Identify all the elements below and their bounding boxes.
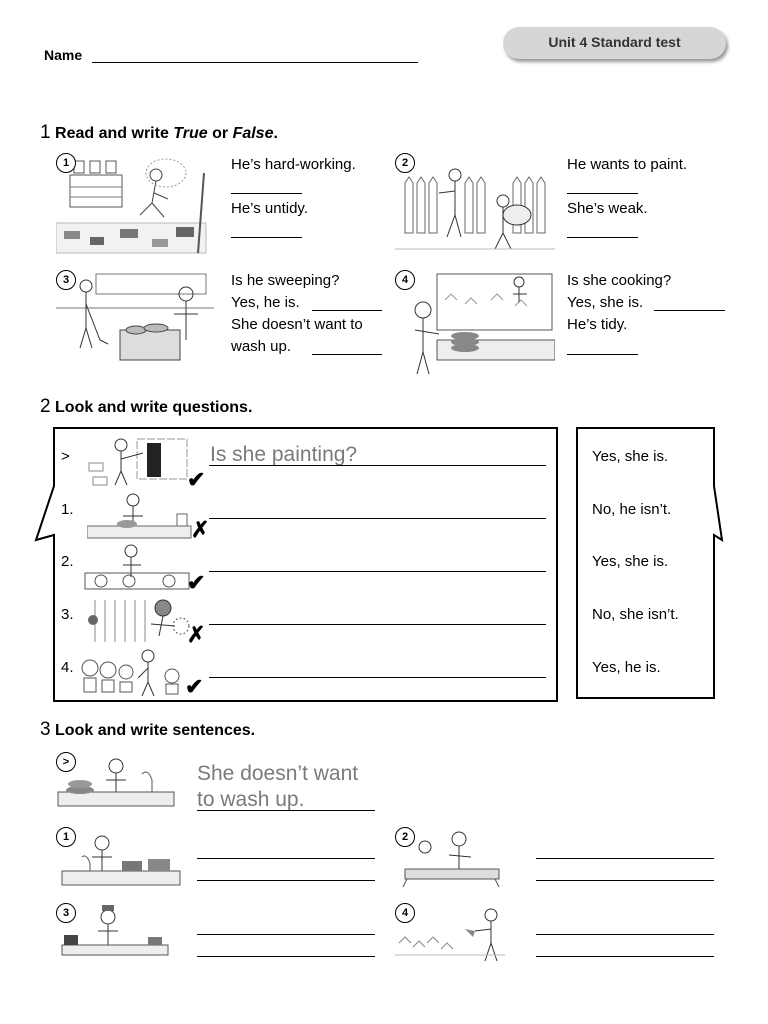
check-mark-icon: ✔ bbox=[187, 570, 206, 595]
window-illustration bbox=[395, 270, 555, 376]
answer-1: No, he isn’t. bbox=[592, 501, 672, 518]
picture-kitchen-sweeping bbox=[56, 270, 214, 372]
item-number-circle: 1 bbox=[56, 827, 76, 847]
check-mark-icon: ✔ bbox=[185, 674, 204, 699]
item-number-circle: 2 bbox=[395, 153, 415, 173]
picture-boy-cooking-table bbox=[56, 903, 172, 961]
example-sentence-line2: to wash up. bbox=[197, 788, 305, 811]
s3-item3-line2[interactable] bbox=[197, 956, 375, 957]
section-3-heading: 3 Look and write sentences. bbox=[40, 719, 256, 740]
s1-item3-line4: wash up. bbox=[231, 338, 292, 355]
unit-badge bbox=[503, 27, 726, 59]
answer-4: Yes, he is. bbox=[592, 659, 661, 676]
item-number-circle: 1 bbox=[56, 153, 76, 173]
s1-item2-blank2[interactable] bbox=[567, 237, 638, 238]
answer-2: Yes, she is. bbox=[592, 553, 669, 570]
section-1-heading bbox=[40, 122, 278, 144]
picture-messy-room bbox=[56, 153, 216, 261]
s3-item3-line1[interactable] bbox=[197, 934, 375, 935]
name-line[interactable] bbox=[92, 62, 418, 63]
section-number: 1 bbox=[40, 122, 51, 143]
picture-boy-plates bbox=[56, 827, 184, 889]
s3-item1-line2[interactable] bbox=[197, 880, 375, 881]
picture-girl-setting-table bbox=[83, 543, 193, 593]
s1-item1-blank1[interactable] bbox=[231, 193, 302, 194]
s1-item1-blank2[interactable] bbox=[231, 237, 302, 238]
picture-girl-painting bbox=[87, 433, 197, 488]
s1-item4-line1: Is she cooking? bbox=[567, 272, 672, 289]
picture-girl-watering-garden bbox=[395, 903, 505, 965]
s3-item4-line2[interactable] bbox=[536, 956, 714, 957]
cross-mark-icon: ✗ bbox=[191, 517, 210, 542]
s1-item1-line2: He’s untidy. bbox=[231, 200, 308, 217]
messy-room-illustration bbox=[56, 153, 216, 261]
s1-item2-line2: She’s weak. bbox=[567, 200, 648, 217]
q-line-example[interactable] bbox=[209, 465, 546, 466]
s1-item2-line1: He wants to paint. bbox=[567, 156, 688, 173]
picture-girl-gardening bbox=[85, 596, 195, 646]
example-question: Is she painting? bbox=[210, 443, 358, 466]
row-label-2: 2. bbox=[61, 553, 74, 570]
kitchen-illustration bbox=[56, 270, 214, 372]
s3-item1-line1[interactable] bbox=[197, 858, 375, 859]
s1-item3-line1: Is he sweeping? bbox=[231, 272, 340, 289]
picture-boy-cooking bbox=[87, 490, 197, 540]
s1-item4-line2: Yes, she is. bbox=[567, 294, 644, 311]
section-2-heading: 2 Look and write questions. bbox=[40, 396, 253, 417]
item-number-circle: 3 bbox=[56, 903, 76, 923]
row-label-3: 3. bbox=[61, 606, 74, 623]
q-line-4[interactable] bbox=[209, 677, 546, 678]
picture-boy-watering-plants bbox=[80, 648, 192, 698]
fence-illustration bbox=[395, 153, 555, 258]
row-label-example: > bbox=[61, 448, 70, 465]
s1-item2-blank1[interactable] bbox=[567, 193, 638, 194]
s1-item3-blank1[interactable] bbox=[312, 310, 382, 311]
s1-item4-blank2[interactable] bbox=[567, 354, 638, 355]
picture-girl-dishes-example bbox=[56, 752, 176, 810]
item-number-circle: 4 bbox=[395, 270, 415, 290]
item-marker-circle: > bbox=[56, 752, 76, 772]
item-number-circle: 4 bbox=[395, 903, 415, 923]
answer-example: Yes, she is. bbox=[592, 448, 669, 465]
s1-item4-line3: He’s tidy. bbox=[567, 316, 628, 333]
example-sentence-line1: She doesn’t want bbox=[197, 762, 359, 785]
section-title: Read and write True or False. bbox=[55, 125, 278, 142]
cross-mark-icon: ✗ bbox=[187, 622, 206, 647]
s3-item2-line2[interactable] bbox=[536, 880, 714, 881]
s1-item1-line1: He’s hard-working. bbox=[231, 156, 356, 173]
picture-people-at-table bbox=[395, 827, 505, 889]
s3-item2-line1[interactable] bbox=[536, 858, 714, 859]
row-label-4: 4. bbox=[61, 659, 74, 676]
picture-window-dishes bbox=[395, 270, 555, 376]
s1-item3-line2: Yes, he is. bbox=[231, 294, 300, 311]
unit-badge-text: Unit 4 Standard test bbox=[548, 34, 681, 50]
answer-3: No, she isn’t. bbox=[592, 606, 679, 623]
q-line-3[interactable] bbox=[209, 624, 546, 625]
s3-item4-line1[interactable] bbox=[536, 934, 714, 935]
s1-item3-blank2[interactable] bbox=[312, 354, 382, 355]
name-label: Name bbox=[44, 47, 83, 63]
q-line-1[interactable] bbox=[209, 518, 546, 519]
s1-item4-blank1[interactable] bbox=[654, 310, 725, 311]
picture-fence-painting bbox=[395, 153, 555, 258]
item-number-circle: 3 bbox=[56, 270, 76, 290]
row-label-1: 1. bbox=[61, 501, 74, 518]
check-mark-icon: ✔ bbox=[187, 467, 206, 492]
s1-item3-line3: She doesn’t want to bbox=[231, 316, 363, 333]
q-line-2[interactable] bbox=[209, 571, 546, 572]
item-number-circle: 2 bbox=[395, 827, 415, 847]
example-sentence-underline bbox=[197, 810, 375, 811]
